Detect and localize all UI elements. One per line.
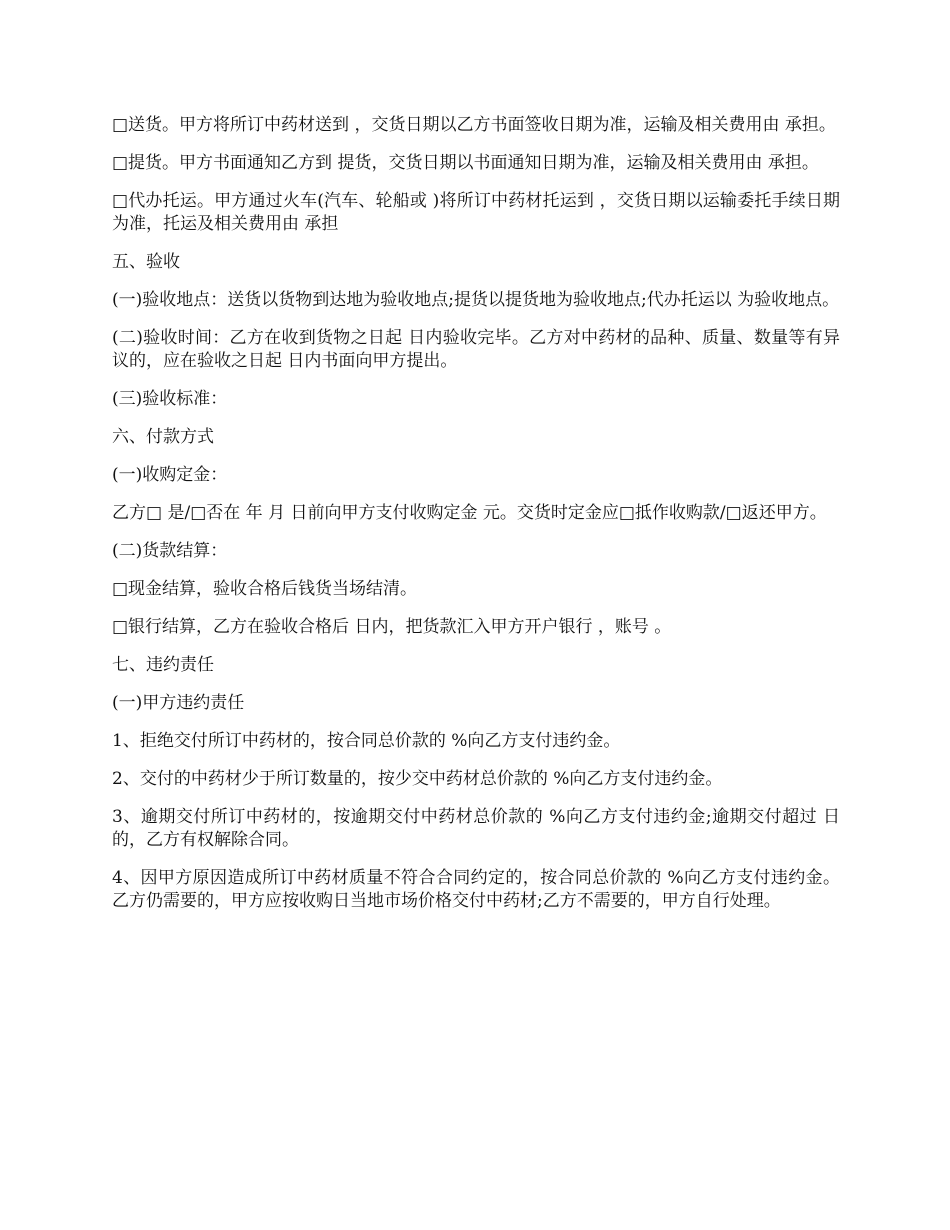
section-heading-liability: 七、违约责任 [112, 655, 214, 675]
acceptance-location-paragraph: (一)验收地点：送货以货物到达地为验收地点;提货以提货地为验收地点;代办托运以 为验收地点。 [112, 290, 840, 310]
deposit-paragraph: 乙方□ 是/□否在 年 月 日前向甲方支付收购定金 元。交货时定金应□抵作收购款/□返还甲方。 [112, 503, 827, 523]
cash-settlement-paragraph: □现金结算，验收合格后钱货当场结清。 [112, 579, 418, 599]
deposit-heading: (一)收购定金： [112, 465, 228, 485]
section-heading-payment: 六、付款方式 [112, 427, 214, 447]
liability-clause-2: 2、交付的中药材少于所订数量的，按少交中药材总价款的 %向乙方支付违约金。 [112, 769, 723, 789]
consignment-option-paragraph: □代办托运。甲方通过火车(汽车、轮船或 )将所订中药材托运到 ，交货日期以运输委托手续日期为准，托运及相关费用由 承担 [112, 191, 840, 234]
document-page [112, 114, 840, 928]
bank-settlement-paragraph: □银行结算，乙方在验收合格后 日内，把货款汇入甲方开户银行 ，账号 。 [112, 617, 672, 637]
section-heading-acceptance: 五、验收 [112, 252, 180, 272]
delivery-option-paragraph: □送货。甲方将所订中药材送到 ，交货日期以乙方书面签收日期为准，运输及相关费用由 承担。 [112, 115, 836, 135]
liability-clause-3: 3、逾期交付所订中药材的，按逾期交付中药材总价款的 %向乙方支付违约金;逾期交付超过 日的，乙方有权解除合同。 [112, 807, 840, 850]
liability-clause-1: 1、拒绝交付所订中药材的，按合同总价款的 %向乙方支付违约金。 [112, 731, 621, 751]
pickup-option-paragraph: □提货。甲方书面通知乙方到 提货，交货日期以书面通知日期为准，运输及相关费用由 承担。 [112, 153, 819, 173]
party-a-liability-heading: (一)甲方违约责任 [112, 693, 245, 713]
liability-clause-4: 4、因甲方原因造成所订中药材质量不符合合同约定的，按合同总价款的 %向乙方支付违约金。乙方仍需要的，甲方应按收购日当地市场价格交付中药材;乙方不需要的，甲方自行处理。 [112, 868, 840, 911]
acceptance-standard-paragraph: (三)验收标准： [112, 389, 228, 409]
acceptance-time-paragraph: (二)验收时间：乙方在收到货物之日起 日内验收完毕。乙方对中药材的品种、质量、数量等有异议的，应在验收之日起 日内书面向甲方提出。 [112, 328, 840, 371]
settlement-heading: (二)货款结算： [112, 541, 228, 561]
